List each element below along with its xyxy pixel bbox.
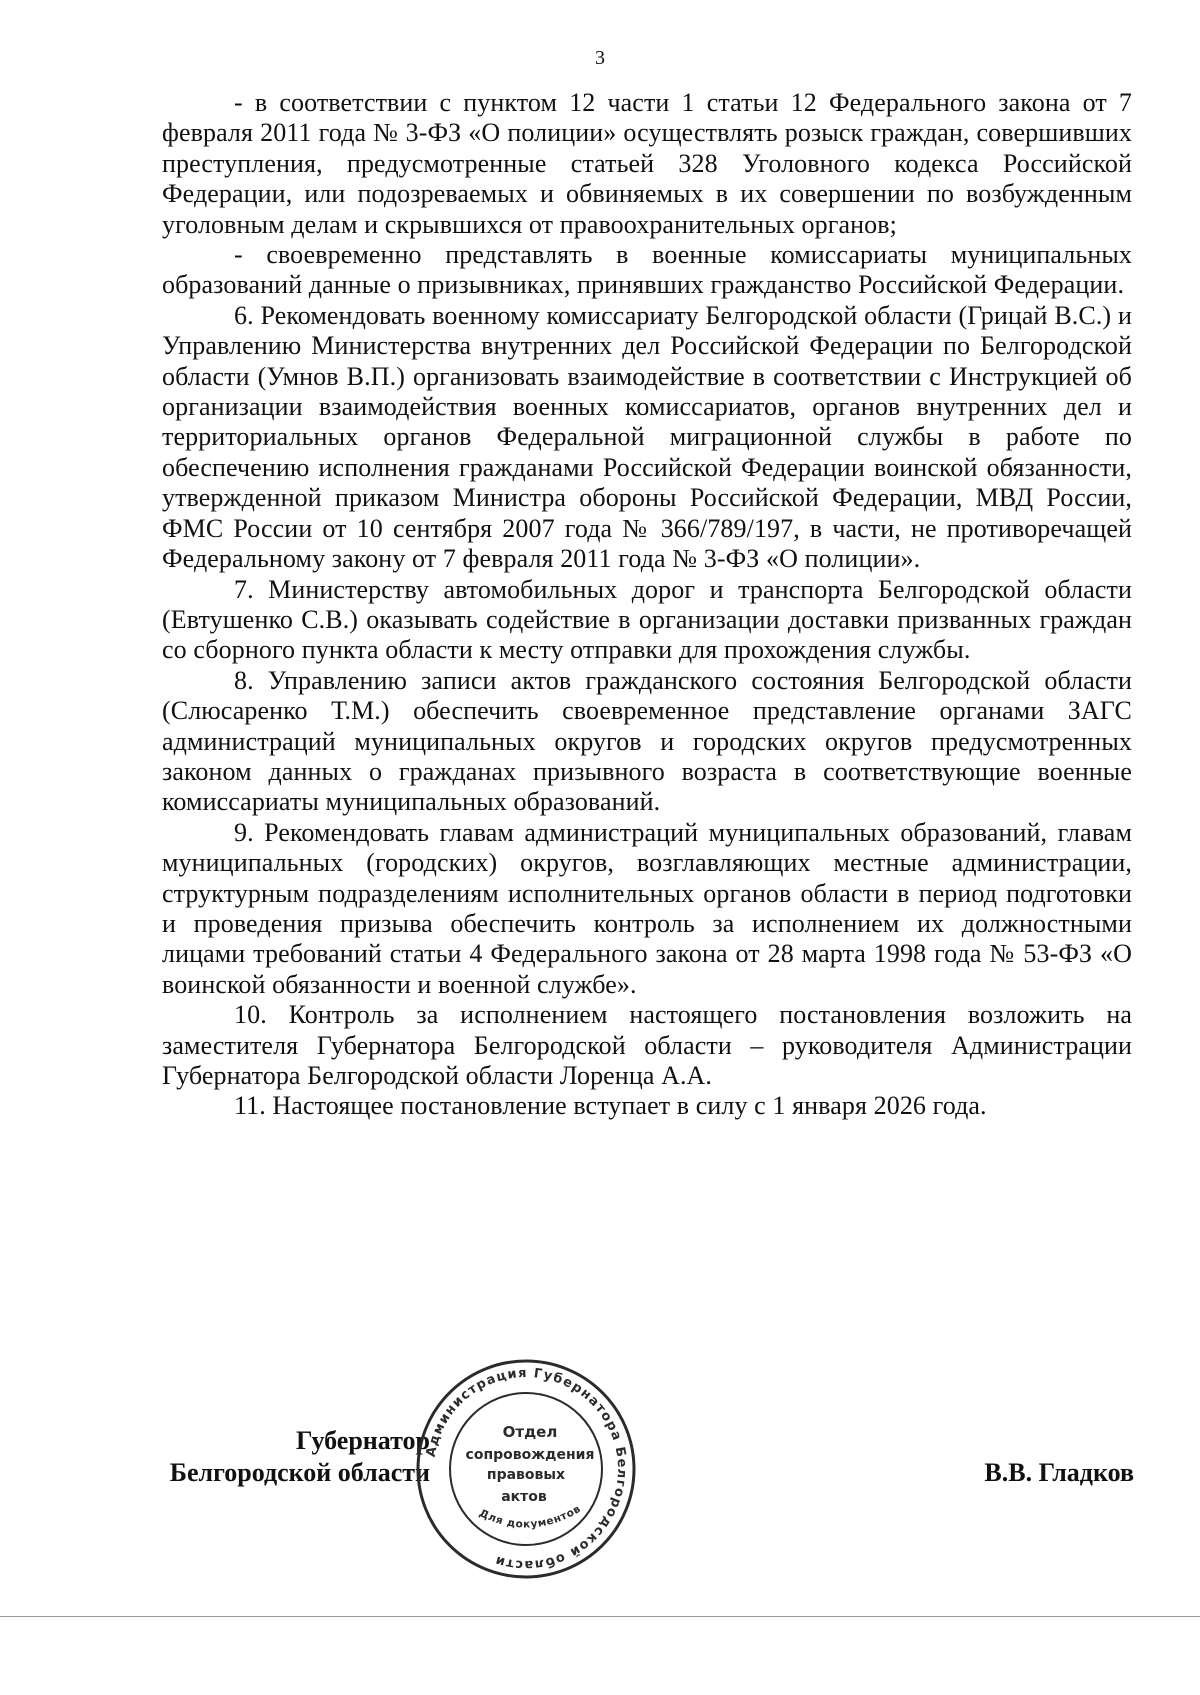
official-stamp <box>412 1355 640 1583</box>
footer-divider <box>0 1616 1200 1617</box>
paragraph-item-11: 11. Настоящее постановление вступает в силу с 1 января 2026 года. <box>234 1091 987 1121</box>
signatory-title-line2: Белгородской области <box>169 1458 430 1487</box>
signatory-name: В.В. Гладков <box>984 1458 1134 1487</box>
stamp-outer-text: Администрация Губернатора Белгородской области <box>423 1365 630 1573</box>
signature-block <box>160 1425 1134 1515</box>
stamp-center-line4: актов <box>501 1489 547 1505</box>
paragraph-search-duty: - в соответствии с пунктом 12 части 1 статьи 12 Федерального закона от 7 февраля 2011 года № 3-ФЗ «О полиции» осуществлять розыск граждан, совершивших преступления, предусмотренные статьей 328 Уголовного кодекса Российской Федерации, или подозреваемых и обвиняемых в их совершении по возбужденным уголовным делам и скрывшихся от правоохранительных органов; <box>162 88 1132 239</box>
paragraph-item-8: 8. Управлению записи актов гражданского состояния Белгородской области (Слюсаренко Т.М.) обеспечить своевременное представление органами ЗАГС администраций муниципальных округов и городских округов предусмотренных законом данных о гражданах призывного возраста в соответствующие военные комиссариаты муниципальных образований. <box>162 665 1132 817</box>
stamp-center-line2: сопровождения <box>465 1447 595 1463</box>
stamp-inner-bottom-text: Для документов <box>477 1502 584 1531</box>
paragraph-item-10: 10. Контроль за исполнением настоящего постановления возложить на заместителя Губернатора Белгородской области – руководителя Администрации Губернатора Белгородской области Лоренца А.А. <box>162 1000 1132 1090</box>
paragraph-citizenship-data: - своевременно представлять в военные комиссариаты муниципальных образований данные о призывниках, принявших гражданство Российской Федерации. <box>162 240 1132 300</box>
paragraph-item-6: 6. Рекомендовать военному комиссариату Белгородской области (Грицай В.С.) и Управлению Министерства внутренних дел Российской Федерации по Белгородской области (Умнов В.П.) организовать взаимодействие в соответствии с Инструкцией об организации взаимодействия военных комиссариатов, органов внутренних дел и территориальных органов Федеральной миграционной службы в работе по обеспечению исполнения гражданами Российской Федерации воинской обязанности, утвержденной приказом Министра обороны Российской Федерации, МВД России, ФМС России от 10 сентября 2007 года № 366/789/197, в части, не противоречащей Федеральному закону от 7 февраля 2011 года № 3-ФЗ «О полиции». <box>162 300 1132 574</box>
stamp-center-line1: Отдел <box>502 1423 558 1441</box>
stamp-center-line3: правовых <box>486 1467 566 1483</box>
stamp-seal-icon <box>412 1355 640 1583</box>
document-body <box>162 88 1132 1122</box>
signatory-title-line1: Губернатор <box>295 1426 430 1455</box>
paragraph-item-9: 9. Рекомендовать главам администраций муниципальных образований, главам муниципальных (городских) округов, возглавляющих местные администрации, структурным подразделениям исполнительных органов области в период подготовки и проведения призыва обеспечить контроль за исполнением их должностными лицами требований статьи 4 Федерального закона от 28 марта 1998 года № 53-ФЗ «О воинской обязанности и военной службе». <box>162 817 1132 999</box>
page-number: 3 <box>595 47 605 69</box>
signatory-title <box>160 1425 430 1489</box>
paragraph-item-7: 7. Министерству автомобильных дорог и транспорта Белгородской области (Евтушенко С.В.) оказывать содействие в организации доставки призванных граждан со сборного пункта области к месту отправки для прохождения службы. <box>162 574 1132 665</box>
